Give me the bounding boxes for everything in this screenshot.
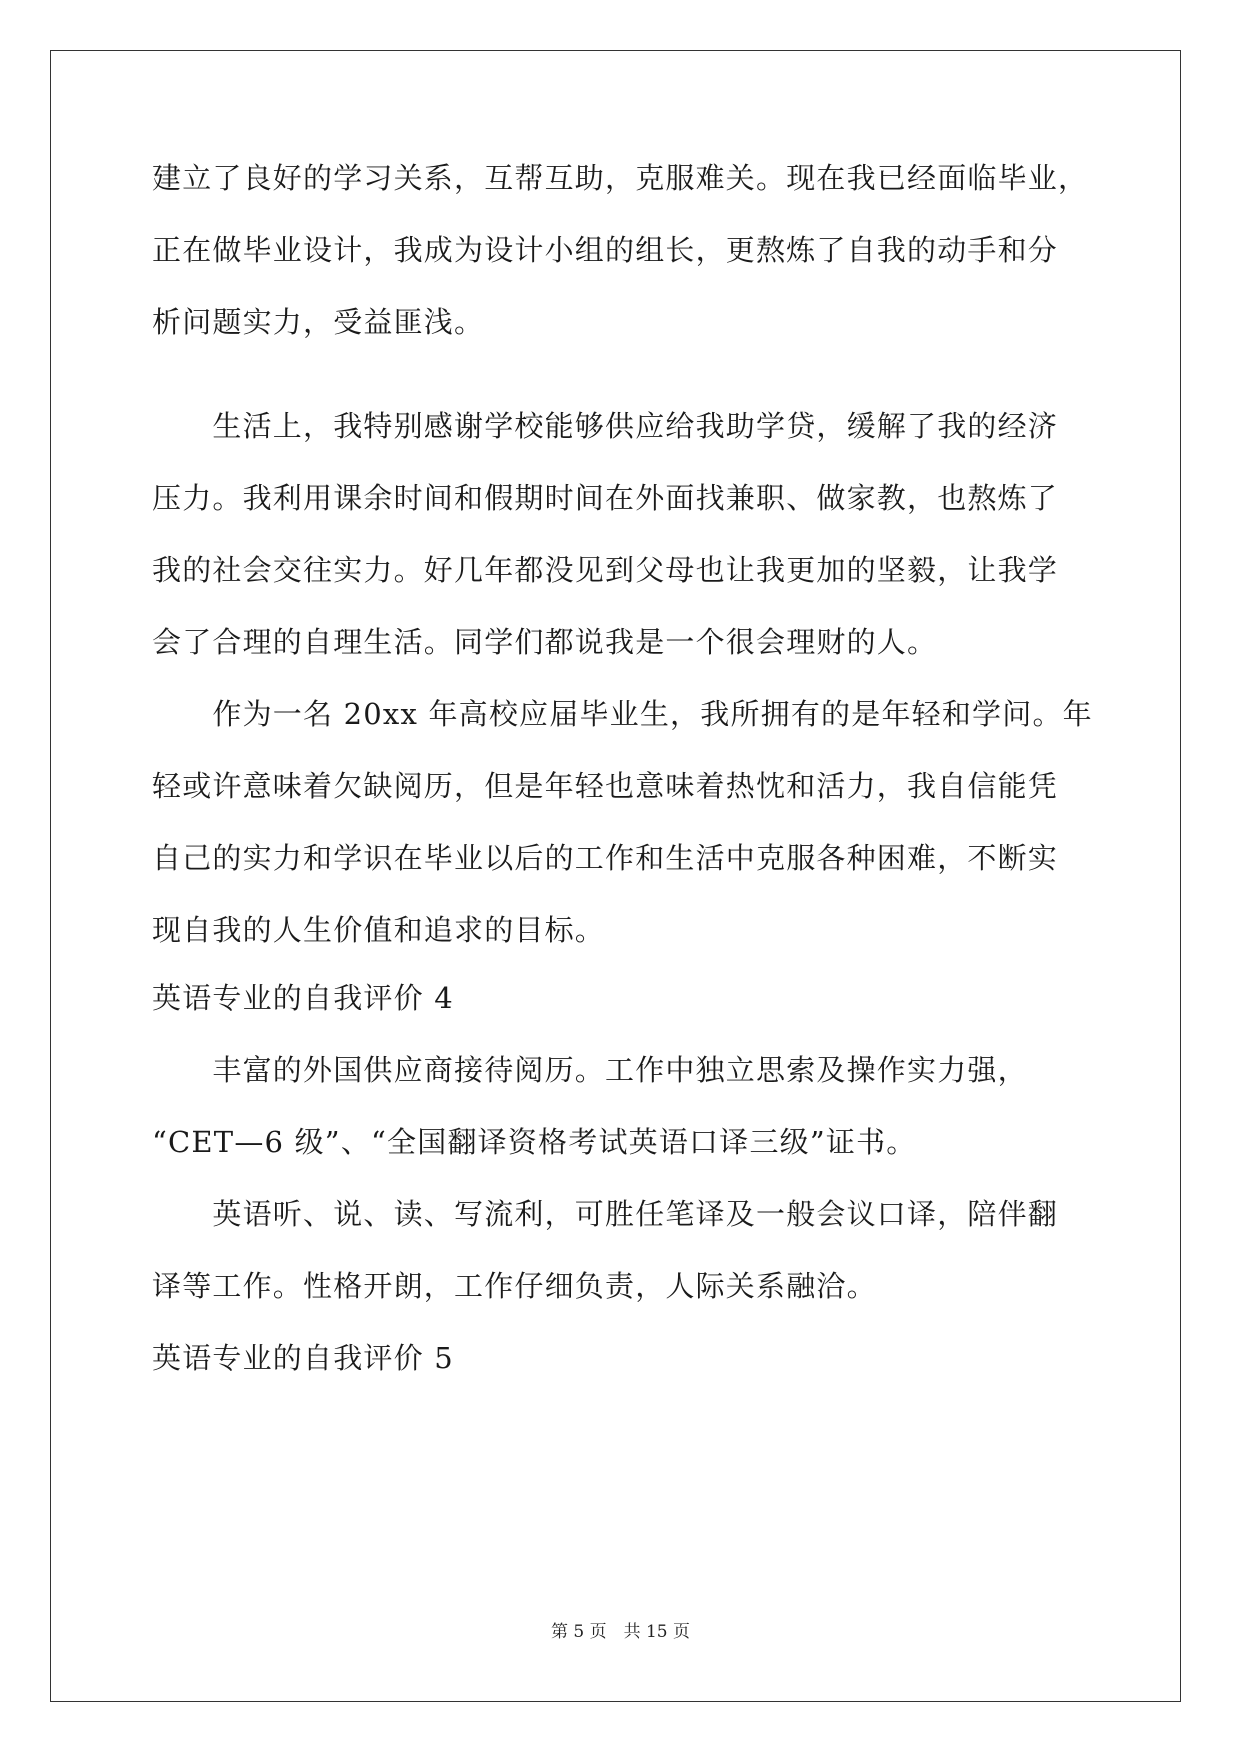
text-line: 译等工作。性格开朗，工作仔细负责，人际关系融洽。 (152, 1269, 877, 1303)
text-line: 我的社会交往实力。好几年都没见到父母也让我更加的坚毅，让我学 (152, 553, 1059, 587)
text-line: 英语听、说、读、写流利，可胜任笔译及一般会议口译，陪伴翻 (152, 1197, 1059, 1231)
text-line: 析问题实力，受益匪浅。 (152, 305, 485, 339)
page-footer: 第 5 页 共 15 页 (550, 1622, 691, 1642)
text-line: 正在做毕业设计，我成为设计小组的组长，更熬炼了自我的动手和分 (152, 233, 1059, 267)
text-line: 生活上，我特别感谢学校能够供应给我助学贷，缓解了我的经济 (152, 409, 1059, 443)
section-heading: 英语专业的自我评价 5 (152, 1341, 454, 1375)
text-line: 建立了良好的学习关系，互帮互助，克服难关。现在我已经面临毕业， (152, 161, 1089, 195)
section-heading: 英语专业的自我评价 4 (152, 981, 454, 1015)
text-line: 会了合理的自理生活。同学们都说我是一个很会理财的人。 (152, 625, 938, 659)
text-line: 现自我的人生价值和追求的目标。 (152, 913, 606, 947)
text-line: 作为一名 20xx 年高校应届毕业生，我所拥有的是年轻和学问。年 (152, 697, 1093, 731)
text-line: 压力。我利用课余时间和假期时间在外面找兼职、做家教，也熬炼了 (152, 481, 1059, 515)
text-line: 丰富的外国供应商接待阅历。工作中独立思索及操作实力强， (152, 1053, 1028, 1087)
text-line: “CET—6 级”、“全国翻译资格考试英语口译三级”证书。 (152, 1125, 917, 1159)
text-line: 轻或许意味着欠缺阅历，但是年轻也意味着热忱和活力，我自信能凭 (152, 769, 1059, 803)
text-line: 自己的实力和学识在毕业以后的工作和生活中克服各种困难，不断实 (152, 841, 1059, 875)
